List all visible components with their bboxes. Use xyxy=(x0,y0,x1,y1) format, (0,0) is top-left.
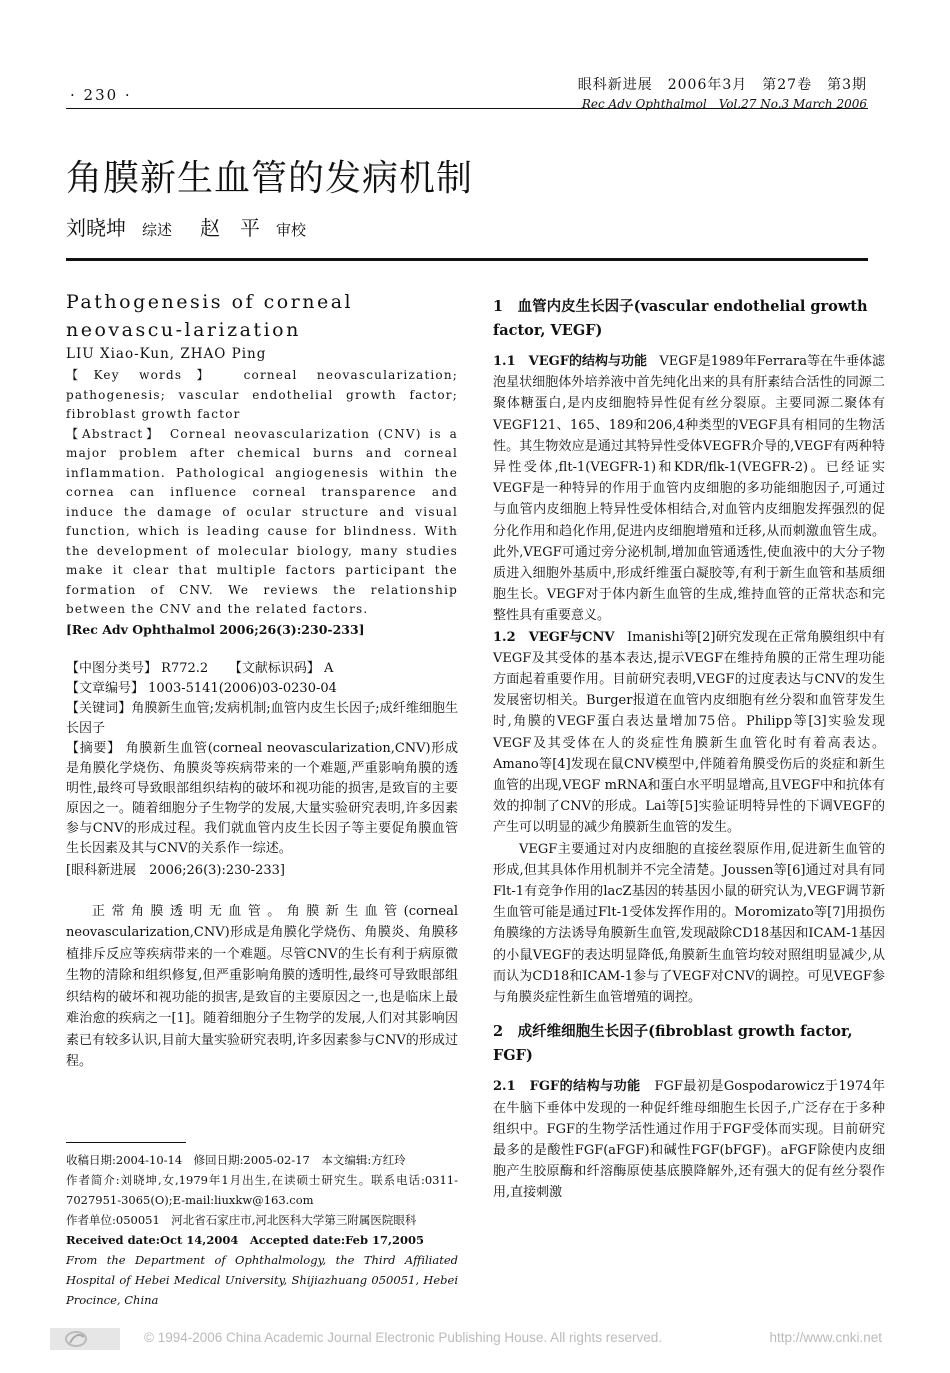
abstract-text: Corneal neovascularization (CNV) is a major problem after chemical burns and corneal inflammation. Pathological angiogenesis within the cornea can influence corneal transparence and induce the damage of ocular structure and visual function, which is leading cause for blindness. With the development of molecular biology, many studies make it clear that multiple factors participant the formation of CNV. We reviews the relationship between the CNV and the related factors. xyxy=(66,426,459,616)
journal-header xyxy=(578,74,867,112)
section-2-1-text: FGF最初是Gospodarowicz于1974年在牛脑下垂体中发现的一种促纤维母细胞生长因子,广泛存在于多种组织中。FGF的生物学活性通过作用于FGF受体而实现。目前研究最多的是酸性FGF(aFGF)和碱性FGF(bFGF)。aFGF除使内皮细胞产生胶原酶和纤溶酶原使基底膜降解外,还有强大的促有丝分裂作用,直接刺激 xyxy=(493,1079,885,1201)
class-label: 【中图分类号】 xyxy=(66,660,158,676)
article-no-label: 【文章编号】 xyxy=(66,680,145,696)
section-2-heading-text: 2 成纤维细胞生长因子(fibroblast growth factor, FGF) xyxy=(493,1023,853,1065)
class-value: R772.2 xyxy=(161,660,209,676)
article-title: 角膜新生血管的发病机制 xyxy=(66,158,474,199)
author-line xyxy=(66,212,334,241)
section-2-1 xyxy=(493,1076,885,1203)
section-1-1-label: 1.1 VEGF的结构与功能 xyxy=(493,354,647,369)
classification-row xyxy=(66,659,458,679)
cn-keywords-row xyxy=(66,699,458,739)
header-rule xyxy=(66,108,868,109)
footnote-received: Received date:Oct 14,2004 Accepted date:Feb 17,2005 xyxy=(66,1233,425,1247)
author-name: 刘晓坤 xyxy=(66,216,126,240)
english-keywords xyxy=(66,366,458,425)
english-abstract xyxy=(66,425,458,620)
chinese-meta xyxy=(66,659,458,881)
english-title: Pathogenesis of corneal neovascu-larization xyxy=(66,291,354,341)
english-citation: [Rec Adv Ophthalmol 2006;26(3):230-233] xyxy=(66,621,365,637)
footnotes xyxy=(66,1150,458,1310)
cn-abstract-value: 角膜新生血管(corneal neovascularization,CNV)形成是角膜化学烧伤、角膜炎等疾病带来的一个难题,严重影响角膜的透明性,最终可导致眼部组织结构的破坏和视功能的损害,是致盲的主要原因之一。随着细胞分子生物学的发展,大量实验研究表明,许多因素参与CNV的形成过程。我们就血管内皮生长因子等主要促角膜血管生长因素及其与CNV的关系作一综述。 xyxy=(66,740,458,856)
journal-name-en: Rec Adv Ophthalmol Vol.27 No.3 March 2006 xyxy=(581,97,867,111)
doc-value: A xyxy=(324,660,334,676)
author-role: 审校 xyxy=(276,221,307,239)
author-role: 综述 xyxy=(142,221,173,239)
journal-name-cn: 眼科新进展 2006年3月 第27卷 第3期 xyxy=(577,77,867,93)
footnote-affiliation: 作者单位:050051 河北省石家庄市,河北医科大学第三附属医院眼科 xyxy=(66,1213,417,1227)
english-authors: LIU Xiao-Kun, ZHAO Ping xyxy=(66,346,267,362)
cnki-footer xyxy=(40,1326,920,1352)
intro-paragraph: 正常角膜透明无血管。角膜新生血管(corneal neovascularization,CNV)形成是角膜化学烧伤、角膜炎、角膜移植排斥反应等疾病带来的一个难题。尽管CNV的生长有利于病原微生物的清除和组织修复,但严重影响角膜的透明性,最终可导致眼部组织结构的破坏和视功能的损害,是致盲的主要原因之一,也是临床上最难治愈的疾病之一[1]。随着细胞分子生物学的发展,人们对其影响因素已有较多认识,目前大量实验研究表明,许多因素参与CNV的形成过程。 xyxy=(66,903,458,1069)
doc-label: 【文献标识码】 xyxy=(228,660,320,676)
footnote-from: From the Department of Ophthalmology, the Third Affiliated Hospital of Hebei Medical University, Shijiazhuang 050051, Hebei Procince, China xyxy=(66,1253,458,1307)
title-rule xyxy=(66,258,868,261)
cn-keywords-label: 【关键词】 xyxy=(66,700,132,716)
section-1-1 xyxy=(493,351,885,627)
cn-abstract-label: 【摘要】 xyxy=(66,740,121,756)
cn-citation: [眼科新进展 2006;26(3):230-233] xyxy=(66,862,285,878)
article-number-row xyxy=(66,679,458,699)
section-1-2-label: 1.2 VEGF与CNV xyxy=(493,629,615,645)
left-column xyxy=(66,288,458,1073)
section-1-2-text: Imanishi等[2]研究发现在正常角膜组织中有VEGF及其受体的基本表达,提示VEGF在维持角膜的正常生理功能方面起着重要作用。目前研究表明,VEGF的过度表达与CNV的发生发展密切相关。Burger报道在血管内皮细胞有丝分裂和血管芽发生时,角膜的VEGF蛋白表达量增加75倍。Philipp等[3]实验发现VEGF及其受体在人的炎症性角膜新生血管化时有着高表达。Amano等[4]发现在鼠CNV模型中,伴随着角膜受伤后的炎症和新生血管的出现,VEGF mRNA和蛋白水平明显增高,且VEGF中和抗体有效的抑制了CNV的形成。Lai等[5]实验证明特异性的下调VEGF的产生可以明显的减少角膜新生血管的发生。 xyxy=(493,629,885,836)
cn-abstract-row xyxy=(66,739,458,859)
cn-keywords-value: 角膜新生血管;发病机制;血管内皮生长因子;成纤维细胞生长因子 xyxy=(66,700,458,736)
section-1-2-paragraph-2: VEGF主要通过对内皮细胞的直接丝裂原作用,促进新生血管的形成,但其具体作用机制并不完全清楚。Joussen等[6]通过对具有同Flt-1有竞争作用的lacZ基因的转基因小鼠的研究认为,VEGF调节新生血管可能是通过Flt-1受体发挥作用的。Moromizato等[7]用损伤角膜缘的方法诱导角膜新生血管,发现敲除CD18基因和ICAM-1基因的小鼠VEGF的表达明显降低,角膜新生血管均较对照组明显减少,从而认为CD18和ICAM-1参与了VEGF对CNV的调控。可见VEGF参与角膜炎症性新生血管增殖的调控。 xyxy=(493,841,885,1006)
footnote-dates: 收稿日期:2004-10-14 修回日期:2005-02-17 本文编辑:方红玲 xyxy=(66,1153,406,1167)
cnki-url: http://www.cnki.net xyxy=(769,1330,882,1345)
article-no-value: 1003-5141(2006)03-0230-04 xyxy=(148,680,337,696)
section-2-1-label: 2.1 FGF的结构与功能 xyxy=(493,1079,641,1095)
section-1-heading-text: 1 血管内皮生长因子(vascular endothelial growth factor, VEGF) xyxy=(493,298,868,339)
section-1-heading xyxy=(493,295,885,343)
keywords-label: 【Key words】 xyxy=(66,368,225,382)
section-2-heading xyxy=(493,1020,885,1068)
abstract-label: 【Abstract】 xyxy=(66,426,163,441)
author-name: 赵 平 xyxy=(200,216,261,240)
copyright-text: © 1994-2006 China Academic Journal Electronic Publishing House. All rights reserved. xyxy=(144,1330,662,1345)
keywords-text: corneal neovascularization; pathogenesis; vascular endothelial growth factor; fibroblast growth factor xyxy=(66,368,458,421)
section-1-1-text: VEGF是1989年Ferrara等在牛垂体滤泡星状细胞体外培养液中首先纯化出来的具有肝素结合活性的同源二聚体糖蛋白,是内皮细胞特异性促有丝分裂原。主要同源二聚体有VEGF121、165、189和206,4种类型的VEGF具有相同的生物活性。其生物效应是通过其特异性受体VEGFR介导的,VEGF有两种特异性受体,flt-1(VEGFR-1)和KDR/flk-1(VEGFR-2)。已经证实VEGF是一种特异的作用于血管内皮细胞的多功能细胞因子,可通过与血管内皮细胞上特异性受体相结合,对血管内皮细胞发挥强烈的促分化作用和趋化作用,促进内皮细胞增殖和迁移,从而刺激血管生成。此外,VEGF可通过旁分泌机制,增加血管通透性,使血液中的大分子物质进入细胞外基质中,形成纤维蛋白凝胶等,有利于新生血管和基质细胞生长。VEGF对于体内新生血管的生成,维持血管的正常状态和完整性具有重要意义。 xyxy=(493,354,885,624)
footnote-author-intro: 作者简介:刘晓坤,女,1979年1月出生,在读硕士研究生。联系电话:0311-7027951-3065(O);E-mail:liuxkw@163.com xyxy=(66,1173,458,1207)
right-column xyxy=(493,295,885,1204)
footnote-rule xyxy=(66,1142,186,1143)
page-number: · 230 · xyxy=(70,86,132,104)
section-1-2 xyxy=(493,627,885,839)
cnki-logo-icon xyxy=(50,1328,120,1350)
